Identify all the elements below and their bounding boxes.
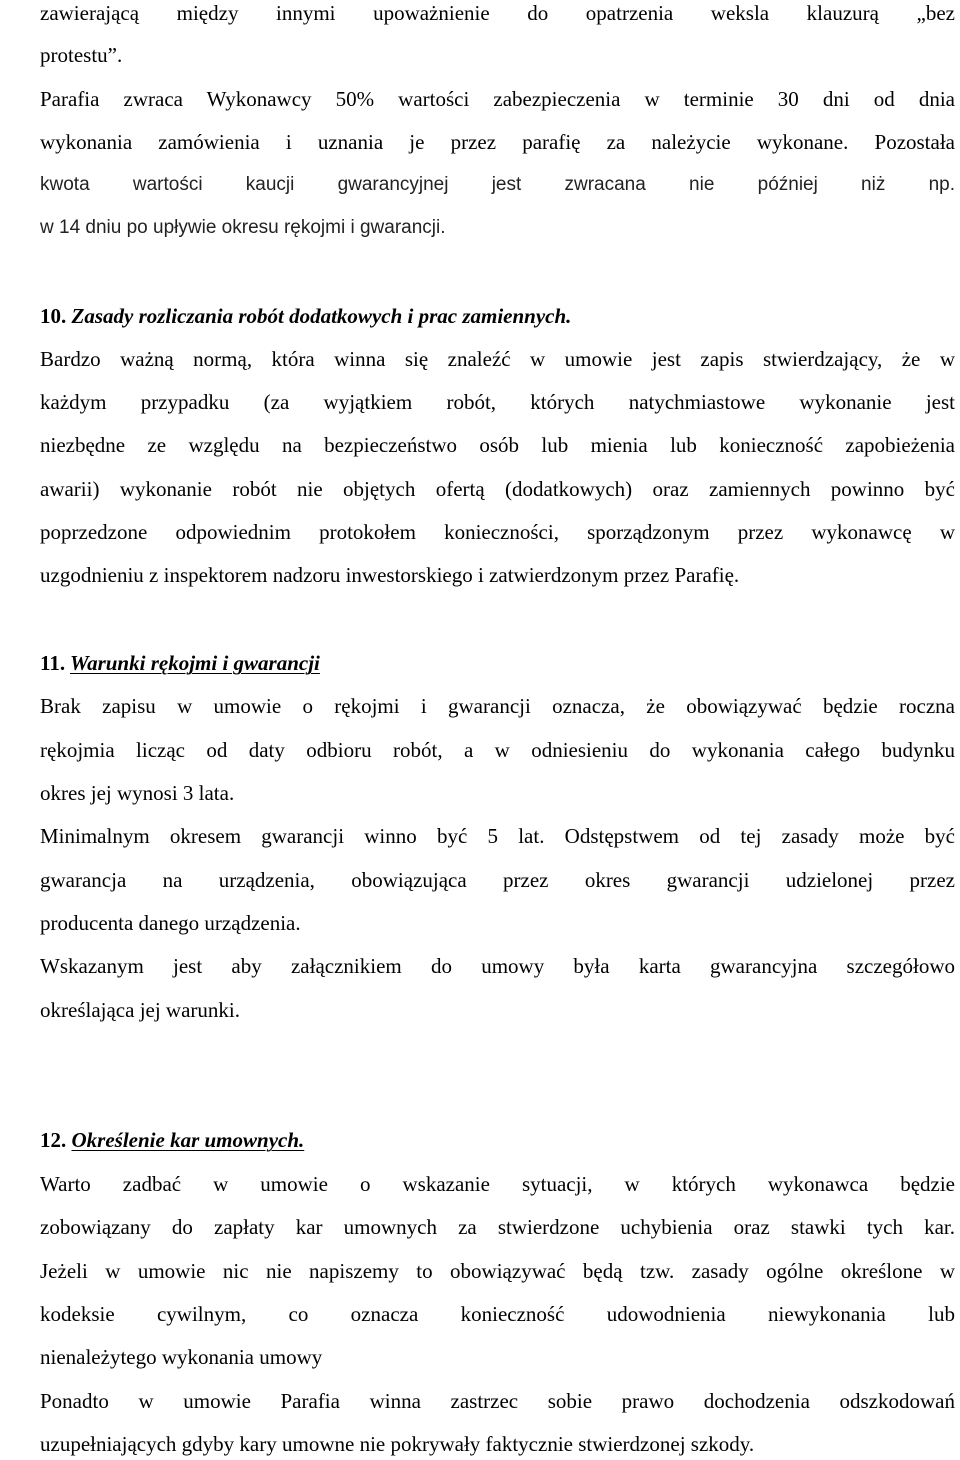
paragraph-line: awarii) wykonanie robót nie objętych ofertą (dodatkowych) oraz zamiennych powinno być (40, 477, 955, 501)
paragraph-line: Jeżeli w umowie nic nie napiszemy to obowiązywać będą tzw. zasady ogólne określone w (40, 1259, 955, 1283)
paragraph-line: kwota wartości kaucji gwarancyjnej jest zwracana nie później niż np. (40, 174, 955, 195)
paragraph-line: Ponadto w umowie Parafia winna zastrzec sobie prawo dochodzenia odszkodowań (40, 1389, 955, 1413)
section-heading-12 (40, 1127, 304, 1153)
paragraph-line: niezbędne ze względu na bezpieczeństwo osób lub mienia lub konieczność zapobieżenia (40, 433, 955, 457)
section-title: Zasady rozliczania robót dodatkowych i prac zamiennych. (71, 304, 572, 328)
paragraph-line: Wskazanym jest aby załącznikiem do umowy była karta gwarancyjna szczegółowo (40, 954, 955, 978)
paragraph-line: uzgodnieniu z inspektorem nadzoru inwestorskiego i zatwierdzonym przez Parafię. (40, 563, 740, 587)
paragraph-line: Warto zadbać w umowie o wskazanie sytuacji, w których wykonawca będzie (40, 1172, 955, 1196)
paragraph-line: okres jej wynosi 3 lata. (40, 781, 235, 805)
paragraph-line: nienależytego wykonania umowy (40, 1345, 323, 1369)
section-title: Warunki rękojmi i gwarancji (69, 651, 320, 675)
paragraph-line: producenta danego urządzenia. (40, 911, 301, 935)
section-number: 11. (40, 651, 66, 675)
paragraph-line: rękojmia licząc od daty odbioru robót, a w odniesieniu do wykonania całego budynku (40, 738, 955, 762)
section-heading-11 (40, 650, 320, 676)
paragraph-line: w 14 dniu po upływie okresu rękojmi i gwarancji. (40, 217, 446, 238)
paragraph-line: Bardzo ważną normą, która winna się znaleźć w umowie jest zapis stwierdzający, że w (40, 347, 955, 371)
section-number: 12. (40, 1128, 67, 1152)
paragraph-line: zobowiązany do zapłaty kar umownych za stwierdzone uchybienia oraz stawki tych kar. (40, 1215, 955, 1239)
paragraph-line: zawierającą między innymi upoważnienie do opatrzenia weksla klauzurą „bez (40, 1, 955, 25)
section-number: 10. (40, 304, 67, 328)
section-title: Określenie kar umownych. (71, 1128, 305, 1152)
paragraph-line: Minimalnym okresem gwarancji winno być 5 lat. Odstępstwem od tej zasady może być (40, 824, 955, 848)
paragraph-line: wykonania zamówienia i uznania je przez parafię za należycie wykonane. Pozostała (40, 130, 955, 154)
paragraph-line: uzupełniających gdyby kary umowne nie pokrywały faktycznie stwierdzonej szkody. (40, 1432, 755, 1456)
paragraph-line: Brak zapisu w umowie o rękojmi i gwarancji oznacza, że obowiązywać będzie roczna (40, 694, 955, 718)
paragraph-line: kodeksie cywilnym, co oznacza konieczność udowodnienia niewykonania lub (40, 1302, 955, 1326)
paragraph-line: każdym przypadku (za wyjątkiem robót, których natychmiastowe wykonanie jest (40, 390, 955, 414)
paragraph-line: gwarancja na urządzenia, obowiązująca przez okres gwarancji udzielonej przez (40, 868, 955, 892)
paragraph-line: protestu”. (40, 43, 123, 67)
paragraph-line: Parafia zwraca Wykonawcy 50% wartości zabezpieczenia w terminie 30 dni od dnia (40, 87, 955, 111)
section-heading-10 (40, 303, 571, 329)
paragraph-line: określająca jej warunki. (40, 998, 240, 1022)
paragraph-line: poprzedzone odpowiednim protokołem konieczności, sporządzonym przez wykonawcę w (40, 520, 955, 544)
